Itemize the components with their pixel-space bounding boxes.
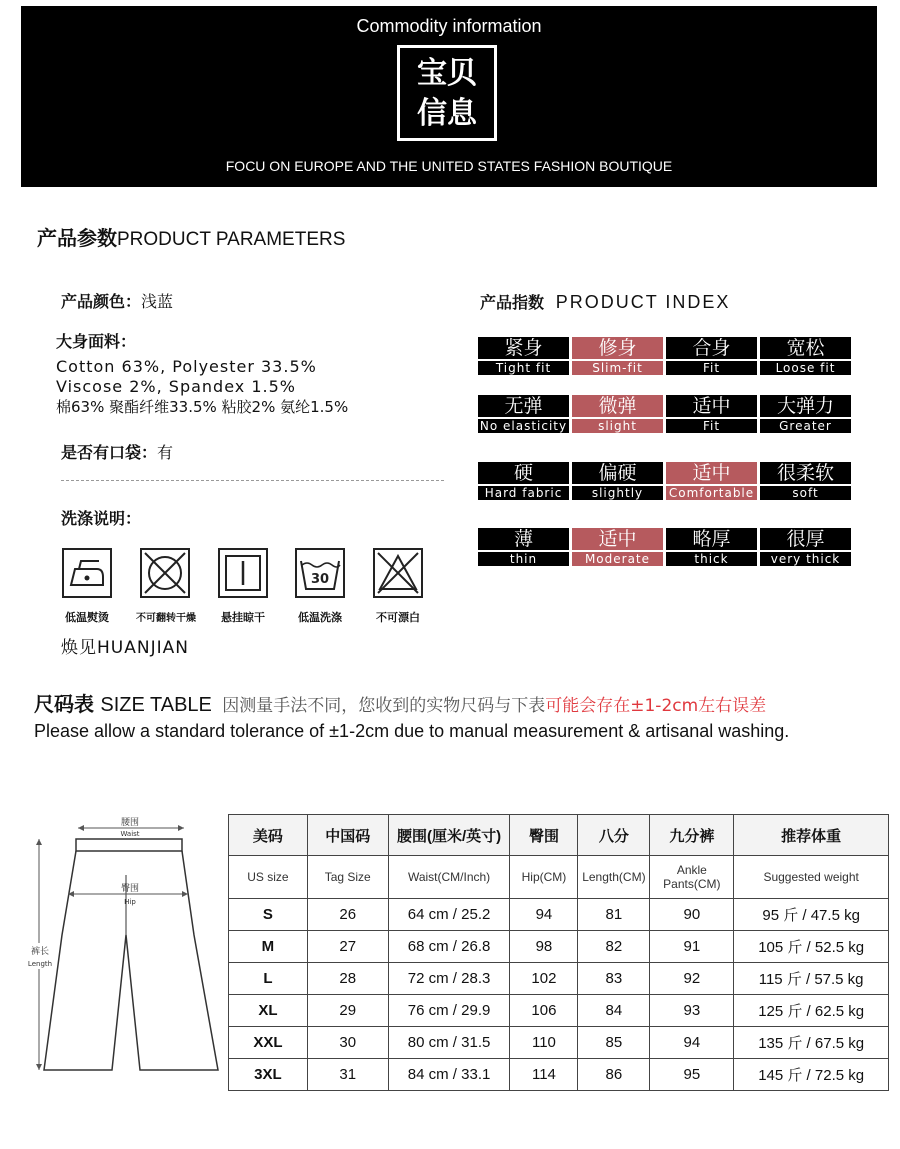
wash-30-icon — [294, 547, 346, 599]
table-cell: 135 斤 / 67.5 kg — [734, 1027, 889, 1059]
fabric-line-3: 棉63% 聚酯纤维33.5% 粘胶2% 氨纶1.5% — [56, 398, 349, 416]
table-cell: 110 — [510, 1027, 578, 1059]
column-subheader: Length(CM) — [578, 856, 650, 899]
waist-label-en: Waist — [120, 830, 140, 838]
banner-box-line1: 宝贝 — [417, 56, 477, 91]
index-cell-cn: 很厚 — [760, 528, 851, 550]
index-cell-cn: 修身 — [572, 337, 663, 359]
column-header: 臀围 — [510, 815, 578, 856]
table-cell: 82 — [578, 931, 650, 963]
table-row — [229, 995, 889, 1027]
column-header: 中国码 — [307, 815, 388, 856]
table-cell: 84 cm / 33.1 — [388, 1059, 510, 1091]
dashed-divider — [61, 480, 444, 481]
care-label: 悬挂晾干 — [221, 611, 265, 624]
index-cell-en: Moderate — [572, 552, 663, 566]
table-cell: 31 — [307, 1059, 388, 1091]
hang-dry-icon — [217, 547, 269, 599]
index-cell-en: soft — [760, 486, 851, 500]
index-cell-cn: 偏硬 — [572, 462, 663, 484]
index-row-softness — [478, 462, 850, 500]
banner-box-line2: 信息 — [417, 96, 477, 131]
care-item-no-tumble — [136, 547, 194, 624]
column-header: 九分裤 — [650, 815, 734, 856]
index-cell-selected — [572, 337, 663, 375]
table-cell: 92 — [650, 963, 734, 995]
care-label: 低温洗涤 — [298, 611, 342, 624]
column-subheader: Waist(CM/Inch) — [388, 856, 510, 899]
table-cell: M — [229, 931, 308, 963]
index-cell-en: Comfortable — [666, 486, 757, 500]
table-header-row — [229, 815, 889, 856]
index-cell — [666, 395, 757, 433]
table-cell: 86 — [578, 1059, 650, 1091]
care-item-iron — [58, 547, 116, 625]
pocket-label: 是否有口袋： — [61, 443, 158, 462]
length-label-cn: 裤长 — [30, 947, 50, 957]
index-cell-cn: 硬 — [478, 462, 569, 484]
index-cell-en: Fit — [666, 361, 757, 375]
color-label: 产品颜色： — [61, 292, 142, 311]
column-header: 腰围(厘米/英寸) — [388, 815, 510, 856]
index-cell — [760, 395, 851, 433]
index-cell — [478, 528, 569, 566]
banner-subtitle: FOCU ON EUROPE AND THE UNITED STATES FASHION BOUTIQUE — [225, 158, 673, 174]
index-cell — [760, 462, 851, 500]
table-cell: 84 — [578, 995, 650, 1027]
index-cell-cn: 略厚 — [666, 528, 757, 550]
index-cell-cn: 适中 — [666, 395, 757, 417]
care-item-wash-30 — [291, 547, 349, 625]
table-row — [229, 899, 889, 931]
table-cell: 68 cm / 26.8 — [388, 931, 510, 963]
index-cell-en: Fit — [666, 419, 757, 433]
care-label: 不可翻转干燥 — [136, 613, 196, 624]
index-cell-en: slightly — [572, 486, 663, 500]
params-title-en: PRODUCT PARAMETERS — [117, 229, 346, 250]
size-note-gray: 因测量手法不同，您收到的实物尺码与下表 — [222, 696, 546, 716]
index-cell-selected — [572, 395, 663, 433]
wash-temp: 30 — [310, 572, 330, 587]
index-cell-en: thick — [666, 552, 757, 566]
fabric-line-1: Cotton 63%, Polyester 33.5% — [56, 357, 317, 376]
index-cell — [478, 462, 569, 500]
care-label: 不可漂白 — [376, 611, 420, 624]
hip-label-en: Hip — [124, 898, 136, 906]
fabric-composition — [56, 357, 348, 417]
column-header: 推荐体重 — [734, 815, 889, 856]
fabric-line-2: Viscose 2%, Spandex 1.5% — [56, 377, 296, 396]
column-subheader: Hip(CM) — [510, 856, 578, 899]
index-title — [480, 290, 730, 313]
table-cell: 30 — [307, 1027, 388, 1059]
params-title — [37, 222, 345, 251]
header-banner — [21, 6, 877, 187]
table-cell: 145 斤 / 72.5 kg — [734, 1059, 889, 1091]
table-cell: 94 — [510, 899, 578, 931]
index-cell — [666, 337, 757, 375]
index-cell-cn: 适中 — [572, 528, 663, 550]
table-cell: 76 cm / 29.9 — [388, 995, 510, 1027]
column-subheader: Tag Size — [307, 856, 388, 899]
index-cell-cn: 微弹 — [572, 395, 663, 417]
table-cell: 98 — [510, 931, 578, 963]
table-row — [229, 1027, 889, 1059]
table-cell: 94 — [650, 1027, 734, 1059]
params-title-cn: 产品参数 — [37, 226, 117, 250]
table-cell: 85 — [578, 1027, 650, 1059]
banner-title: Commodity information — [356, 16, 542, 36]
pocket-value: 有 — [157, 443, 174, 462]
index-cell-cn: 合身 — [666, 337, 757, 359]
table-cell: 115 斤 / 57.5 kg — [734, 963, 889, 995]
table-cell: 95 斤 / 47.5 kg — [734, 899, 889, 931]
no-tumble-dry-icon — [139, 547, 191, 599]
index-cell — [478, 395, 569, 433]
table-cell: 29 — [307, 995, 388, 1027]
index-cell-en: Slim-fit — [572, 361, 663, 375]
table-subheader-row — [229, 856, 889, 899]
table-cell: 28 — [307, 963, 388, 995]
table-cell: 90 — [650, 899, 734, 931]
index-cell-selected — [666, 462, 757, 500]
color-value: 浅蓝 — [141, 292, 174, 311]
index-cell-cn: 适中 — [666, 462, 757, 484]
table-cell: L — [229, 963, 308, 995]
index-cell-en: No elasticity — [479, 419, 568, 433]
index-cell-en: Loose fit — [760, 361, 851, 375]
table-cell: 72 cm / 28.3 — [388, 963, 510, 995]
care-item-hang-dry — [214, 547, 272, 625]
table-cell: 114 — [510, 1059, 578, 1091]
table-cell: 93 — [650, 995, 734, 1027]
size-title-en: SIZE TABLE — [100, 694, 212, 716]
index-cell-en: Hard fabric — [478, 486, 569, 500]
column-subheader: Suggested weight — [734, 856, 889, 899]
color-param — [61, 289, 173, 312]
size-title-cn: 尺码表 — [34, 692, 94, 716]
hip-label-cn: 臀围 — [120, 884, 140, 894]
column-subheader: US size — [229, 856, 308, 899]
index-cell — [666, 528, 757, 566]
table-row — [229, 963, 889, 995]
table-cell: 81 — [578, 899, 650, 931]
table-cell: 64 cm / 25.2 — [388, 899, 510, 931]
index-title-en: PRODUCT INDEX — [555, 292, 731, 312]
size-note-red: 可能会存在±1-2cm左右误差 — [545, 696, 767, 716]
care-label: 低温熨烫 — [65, 611, 109, 624]
index-title-cn: 产品指数 — [480, 293, 545, 312]
low-temp-iron-icon — [61, 547, 113, 599]
index-cell-en: thin — [478, 552, 569, 566]
index-cell-en: slight — [572, 419, 663, 433]
table-cell: 102 — [510, 963, 578, 995]
table-cell: 26 — [307, 899, 388, 931]
index-cell-cn: 大弹力 — [760, 395, 851, 417]
index-cell-cn: 宽松 — [760, 337, 851, 359]
length-label-en: Length — [27, 960, 53, 968]
table-row — [229, 1059, 889, 1091]
table-cell: 106 — [510, 995, 578, 1027]
column-header: 美码 — [229, 815, 308, 856]
table-cell: S — [229, 899, 308, 931]
table-row — [229, 931, 889, 963]
column-subheader: Ankle Pants(CM) — [650, 856, 734, 899]
pants-diagram — [22, 815, 222, 1085]
no-bleach-icon — [372, 547, 424, 599]
column-header: 八分 — [578, 815, 650, 856]
size-title — [34, 688, 766, 717]
index-cell — [572, 462, 663, 500]
table-cell: 95 — [650, 1059, 734, 1091]
table-cell: 27 — [307, 931, 388, 963]
table-cell: 80 cm / 31.5 — [388, 1027, 510, 1059]
table-cell: 105 斤 / 52.5 kg — [734, 931, 889, 963]
index-cell-cn: 紧身 — [478, 337, 569, 359]
index-cell — [478, 337, 569, 375]
table-cell: 83 — [578, 963, 650, 995]
size-table — [228, 814, 889, 1091]
index-cell-cn: 无弹 — [478, 395, 569, 417]
wash-label: 洗涤说明： — [61, 509, 142, 528]
table-cell: 125 斤 / 62.5 kg — [734, 995, 889, 1027]
fabric-label: 大身面料： — [56, 332, 137, 351]
index-cell-en: Tight fit — [478, 361, 569, 375]
table-cell: 3XL — [229, 1059, 308, 1091]
index-cell-cn: 很柔软 — [760, 462, 851, 484]
index-cell — [760, 528, 851, 566]
tolerance-note: Please allow a standard tolerance of ±1-2cm due to manual measurement & artisanal washing. — [34, 721, 790, 741]
index-row-fit — [478, 337, 850, 375]
table-cell: 91 — [650, 931, 734, 963]
index-cell-selected — [572, 528, 663, 566]
table-cell: XXL — [229, 1027, 308, 1059]
pocket-param — [61, 440, 173, 463]
banner-box — [397, 45, 497, 141]
index-row-thickness — [478, 528, 850, 566]
brand-name: 焕见HUANJIAN — [61, 638, 189, 658]
index-cell-en: Greater — [760, 419, 851, 433]
waist-label-cn: 腰围 — [120, 818, 140, 828]
index-cell-en: very thick — [760, 552, 851, 566]
table-cell: XL — [229, 995, 308, 1027]
index-cell-cn: 薄 — [478, 528, 569, 550]
index-cell — [760, 337, 851, 375]
index-row-elasticity — [478, 395, 850, 433]
care-item-no-bleach — [369, 547, 427, 625]
